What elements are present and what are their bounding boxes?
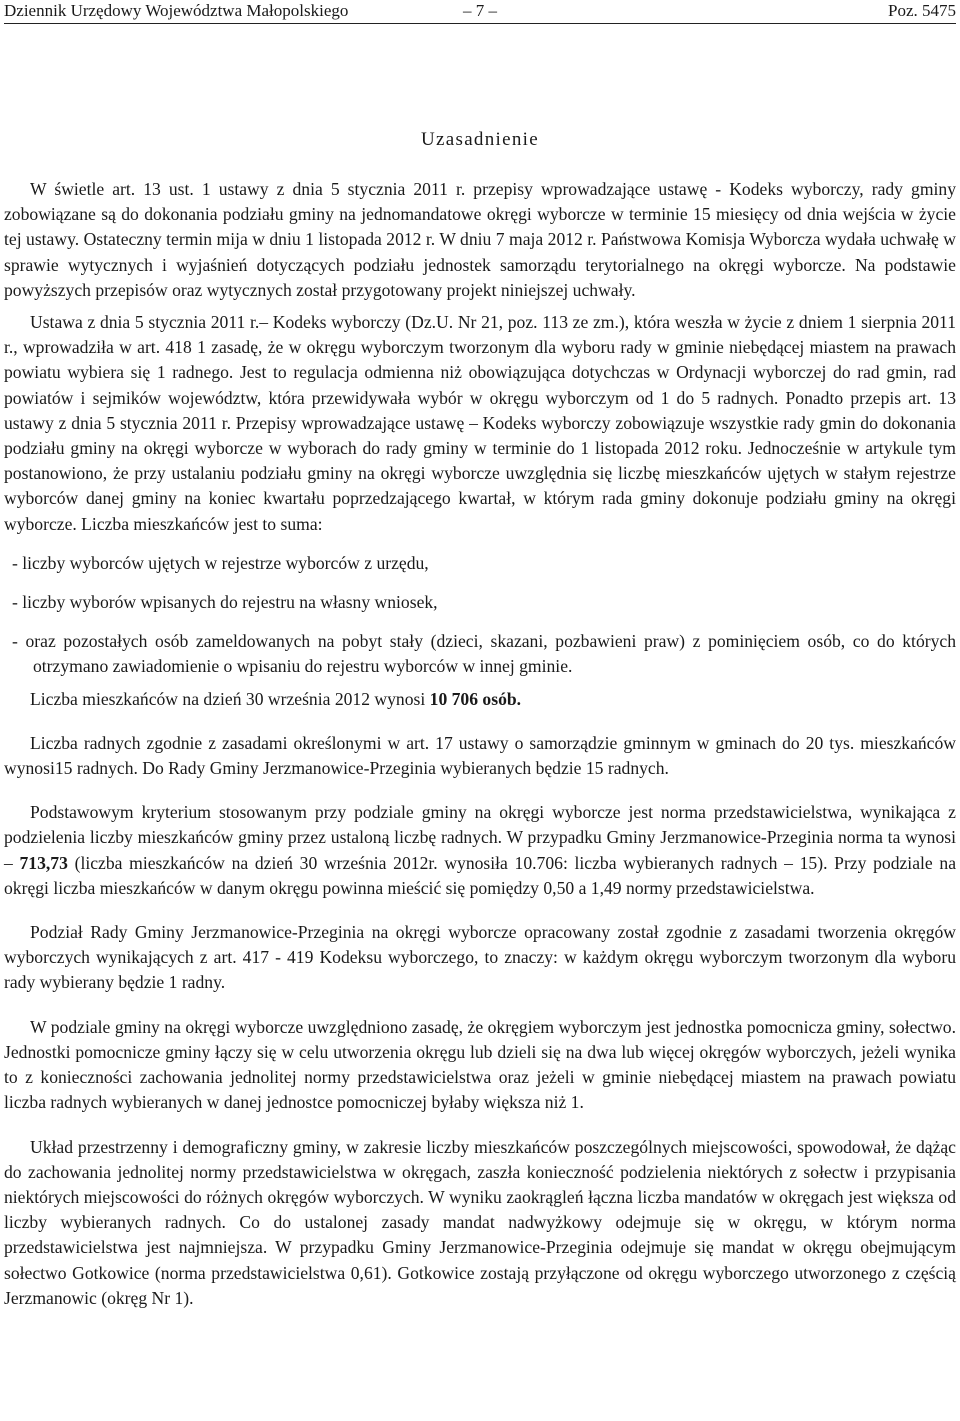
paragraph-5-text-a: Podstawowym kryterium stosowanym przy podziale gminy na okręgi wyborcze jest norma przedstawicielstwa, wynikająca z podzielenia liczby mieszkańców gminy przez ustaloną liczbę radnych. W przypadku Gminy Jerzmanowice-Przeginia norma ta wynosi – [4,802,956,873]
document-body [4,177,956,1311]
list-item: - liczby wyborów wpisanych do rejestru na własny wniosek, [12,592,438,613]
paragraph-6: Podział Rady Gminy Jerzmanowice-Przeginia na okręgi wyborcze opracowany został zgodnie z zasadami tworzenia okręgów wyborczych wynikających z art. 417 - 419 Kodeksu wyborczego, to znaczy: w każdym okręgu wyborczym tworzonym dla wyboru rady wybierany będzie 1 radny. [4,922,956,993]
paragraph-8: Układ przestrzenny i demograficzny gminy, w zakresie liczby mieszkańców poszczególnych miejscowości, spowodował, że dążąc do zachowania jednolitej normy przedstawicielstwa w okręgach, zaszła konieczność podzielenia niektórych z sołectw i przypisania niektórych miejscowości do różnych okręgów wyborczych. W wyniku zaokrągleń łączna liczba mandatów w okręgach jest większa od liczby wybieranych radnych. Co do ustalonej zasady mandat nadwyżkowy odejmuje się w okręgu, w którym norma przedstawicielstwa jest najmniejsza. W przypadku Gminy Jerzmanowice-Przeginia odejmuje się mandat w okręgu obejmującym sołectwo Gotkowice (norma przedstawicielstwa 0,61). Gotkowice zostają przyłączone od okręgu wyborczego utworzonego z częścią Jerzmanowic (okręg Nr 1). [4,1136,956,1308]
paragraph-3 [4,687,956,712]
journal-name: Dziennik Urzędowy Województwa Małopolskiego [4,1,349,20]
paragraph-4: Liczba radnych zgodnie z zasadami określonymi w art. 17 ustawy o samorządzie gminnym w gminach do 20 tys. mieszkańców wynosi15 radnych. Do Rady Gminy Jerzmanowice-Przeginia wybieranych będzie 15 radnych. [4,732,956,779]
paragraph-2: Ustawa z dnia 5 stycznia 2011 r.– Kodeks wyborczy (Dz.U. Nr 21, poz. 113 ze zm.), która weszła w życie z dniem 1 sierpnia 2011 r., wprowadziła w art. 418 1 zasadę, że w okręgu wyborczym tworzonym dla wyboru rady w gminie niebędącej miastem na prawach powiatu wybiera się 1 radnego. Jest to regulacja odmienna niż obowiązująca dotychczas w Ordynacji wyborczej do rad gmin, rad powiatów i sejmików województw, która przewidywała wybór w okręgu wyborczym od 1 do 5 radnych. Ponadto przepis art. 13 ustawy z dnia 5 stycznia 2011 r. Przepisy wprowadzające ustawę – Kodeks wyborczy zobowiązuje wszystkie rady gmin do dokonania podziału gminy na okręgi wyborcze w wyborach do rady gminy w terminie do 1 listopada 2012 roku. Jednocześnie w artykule tym postanowiono, że przy ustalaniu podziału gminy na okręgi wyborcze uwzględnia się liczbę mieszkańców ujętych w stałym rejestrze wyborców danej gminy na koniec kwartału poprzedzającego kwartał, w którym rada gminy dokonuje podziału gminy na okręgi wyborcze. Liczba mieszkańców jest to suma: [4,312,956,534]
document-title: Uzasadnienie [421,129,539,150]
list-item: - oraz pozostałych osób zameldowanych na pobyt stały (dzieci, skazani, pozbawieni praw) z pominięciem osób, co do których otrzymano zawiadomienie o wpisaniu do rejestru wyborców w innej gminie. [12,631,956,677]
page-number: – 7 – [463,1,497,20]
header-divider [4,23,956,24]
resident-count: 10 706 osób. [429,688,522,709]
paragraph-3-text: Liczba mieszkańców na dzień 30 września 2012 wynosi [30,688,430,709]
page-header [4,0,956,24]
representation-norm: 713,73 [19,852,68,873]
list-item: - liczby wyborców ujętych w rejestrze wyborców z urzędu, [12,552,429,573]
paragraph-5 [4,800,956,901]
paragraph-1: W świetle art. 13 ust. 1 ustawy z dnia 5 stycznia 2011 r. przepisy wprowadzające ustawę - Kodeks wyborczy, rady gminy zobowiązane są do dokonania podziału gminy na jednomandatowe okręgi wyborcze w terminie 15 miesięcy od dnia wejścia w życie tej ustawy. Ostateczny termin mija w dniu 1 listopada 2012 r. W dniu 7 maja 2012 r. Państwowa Komisja Wyborcza wydała uchwałę w sprawie wytycznych i wyjaśnień dotyczących podziału jednostek samorządu terytorialnego na okręgi wyborcze. Na podstawie powyższych przepisów oraz wytycznych został przygotowany projekt niniejszej uchwały. [4,179,956,300]
position-number: Poz. 5475 [888,1,956,20]
paragraph-7: W podziale gminy na okręgi wyborcze uwzględniono zasadę, że okręgiem wyborczym jest jednostka pomocnicza gminy, sołectwo. Jednostki pomocnicze gminy łączy się w celu utworzenia okręgu lub dzieli się na dwa lub więcej okręgów wyborczych, jeżeli wynika to z konieczności zachowania jednolitej normy przedstawicielstwa oraz jeżeli w gminie niebędącej miastem na prawach powiatu liczba radnych wybieranych w danej jednostce pomocniczej byłaby większa niż 1. [4,1016,956,1113]
paragraph-5-text-b: (liczba mieszkańców na dzień 30 września 2012r. wynosiła 10.706: liczba wybieranych radnych – 15). Przy podziale na okręgi liczba mieszkańców w danym okręgu powinna mieścić się pomiędzy 0,50 a 1,49 normy przedstawicielstwa. [4,852,956,898]
